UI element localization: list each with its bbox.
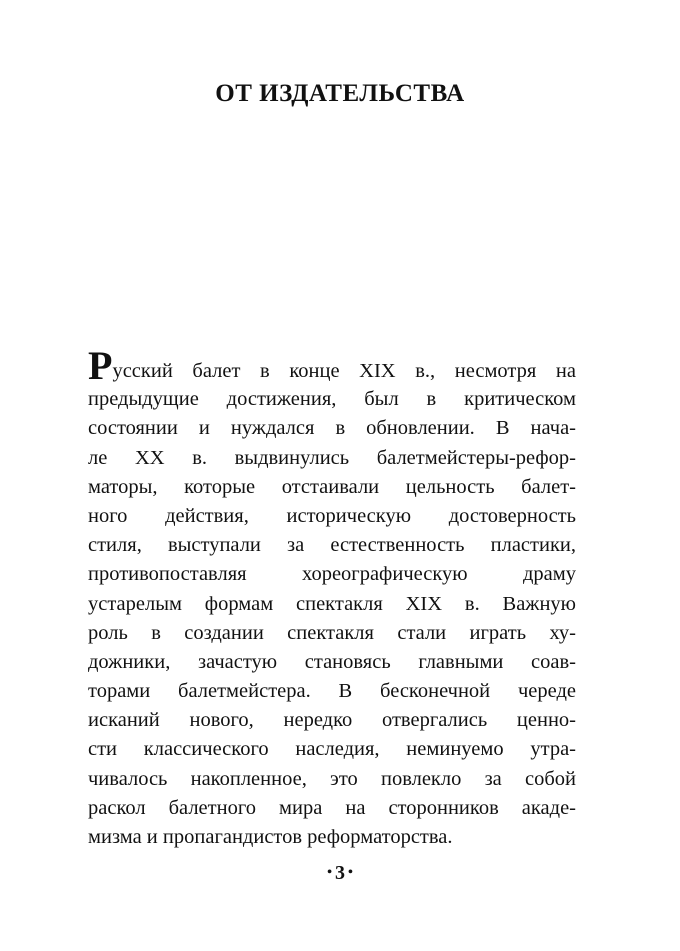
paragraph-line: стиля, выступали за естественность пластики, — [88, 534, 576, 557]
paragraph-line: дожники, зачастую становясь главными соав- — [88, 650, 576, 673]
paragraph-line: Русский балет в конце XIX в., несмотря на — [88, 343, 576, 388]
paragraph-line: сти классического наследия, неминуемо утра- — [88, 738, 576, 761]
paragraph-line: исканий нового, нередко отвергались ценно- — [88, 709, 576, 732]
paragraph-line: ного действия, историческую достоверность — [88, 504, 576, 527]
ornament-dot: • — [348, 865, 353, 880]
paragraph-line: состоянии и нуждался в обновлении. В нача- — [88, 417, 576, 440]
paragraph-line: противопоставляя хореографическую драму — [88, 563, 576, 586]
paragraph-line: мизма и пропагандистов реформаторства. — [88, 826, 453, 848]
paragraph-line: устарелым формам спектакля XIX в. Важную — [88, 592, 576, 615]
chapter-heading: ОТ ИЗДАТЕЛЬСТВА — [215, 80, 465, 107]
ornament-dot: • — [327, 865, 332, 880]
page-number-value: 3 — [335, 862, 345, 884]
page-number — [0, 862, 680, 885]
paragraph-line: предыдущие достижения, был в критическом — [88, 388, 576, 411]
paragraph-line: торами балетмейстера. В бесконечной череде — [88, 680, 576, 703]
paragraph-line: роль в создании спектакля стали играть ху- — [88, 621, 576, 644]
body-paragraph — [88, 343, 576, 852]
drop-cap: Р — [88, 343, 113, 388]
paragraph-line: чивалось накопленное, это повлекло за собой — [88, 767, 576, 790]
paragraph-line: маторы, которые отстаивали цельность балет- — [88, 475, 576, 498]
paragraph-line: раскол балетного мира на сторонников акаде- — [88, 796, 576, 819]
paragraph-line: ле XX в. выдвинулись балетмейстеры-рефор- — [88, 446, 576, 469]
